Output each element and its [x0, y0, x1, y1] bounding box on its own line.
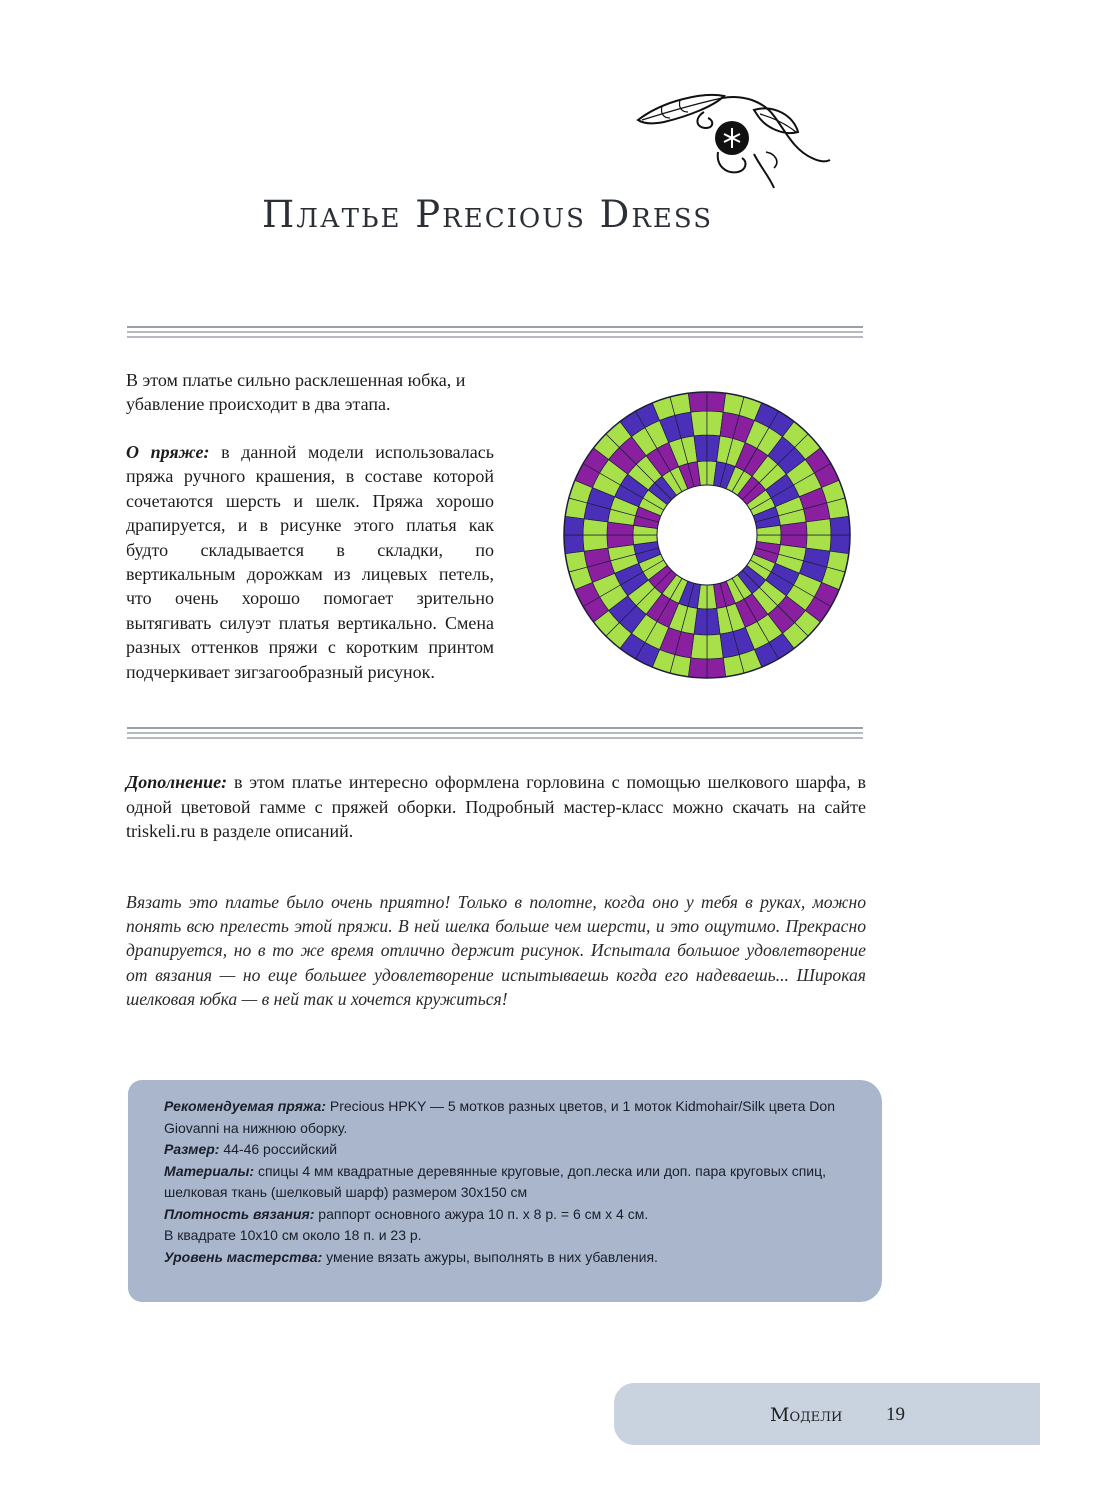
info-level-text: умение вязать ажуры, выполнять в них убавления.: [322, 1248, 658, 1265]
info-size-label: Размер:: [164, 1141, 220, 1157]
info-yarn: [164, 1096, 862, 1139]
addon-text: в этом платье интересно оформлена горловина с помощью шелкового шарфа, в одной цветовой гамме с пряжей оборки. Подробный мастер-класс можно скачать на сайте triskeli.ru в разделе описаний.: [126, 772, 866, 841]
info-gauge-text: раппорт основного ажура 10 п. х 8 р. = 6 см х 4 см.: [314, 1205, 649, 1222]
skirt-segment: [806, 519, 831, 535]
flower-ornament-icon: [634, 92, 834, 202]
skirt-segment: [707, 392, 726, 412]
skirt-segment: [691, 411, 707, 436]
info-box: [128, 1080, 882, 1302]
author-quote: Вязать это платье было очень приятно! Только в полотне, когда оно у тебя в руках, можно понять всю прелесть этой пряжи. В ней шелка больше чем шерсти, и это ощутимо. Прекрасно драпируется, но в то же время отлично держит рисунок. Испытала большое удовлетворение от вязания — но еще большее удовлетворение испытываешь когда его надеваешь... Широкая шелковая юбка — в ней так и хочется кружиться!: [126, 892, 866, 1009]
info-yarn-text: Precious HPKY — 5 мотков разных цветов, и 1 моток Kidmohair/Silk цвета Don Giovanni на нижнюю оборку.: [164, 1098, 835, 1136]
addon-paragraph: [126, 770, 866, 844]
info-materials-text: спицы 4 мм квадратные деревянные круговые, доп.леска или доп. пара круговых спиц, шелковая ткань (шелковый шарф) размером 30х150 см: [164, 1162, 827, 1200]
page-number: 19: [886, 1404, 905, 1425]
info-gauge-label: Плотность вязания:: [164, 1205, 315, 1222]
page-title: Платье Precious Dress: [262, 193, 714, 236]
yarn-label: О пряже:: [126, 442, 210, 462]
info-yarn-label: Рекомендуемая пряжа:: [164, 1098, 326, 1114]
skirt-segment: [564, 535, 584, 554]
info-size-text: 44-46 российский: [219, 1141, 338, 1157]
info-gauge-extra: В квадрате 10х10 см около 18 п. и 23 р.: [164, 1227, 422, 1243]
intro-paragraph: В этом платье сильно расклешенная юбка, и убавление происходит в два этапа.: [126, 370, 466, 414]
info-level: [164, 1247, 862, 1269]
top-divider: [127, 326, 863, 341]
info-materials-label: Материалы:: [164, 1162, 255, 1179]
skirt-waist-hole: [657, 485, 757, 585]
skirt-segment: [688, 658, 707, 678]
skirt-segment: [830, 516, 850, 535]
footer-section-label: Модели: [770, 1404, 843, 1426]
skirt-segment: [688, 392, 707, 412]
skirt-segment: [830, 535, 850, 554]
skirt-segment: [707, 634, 723, 659]
info-level-label: Уровень мастерства:: [164, 1248, 323, 1265]
info-materials: [164, 1161, 862, 1204]
addon-label: Дополнение:: [126, 772, 228, 792]
middle-divider: [127, 727, 863, 742]
info-size: [164, 1139, 862, 1161]
yarn-paragraph: [126, 440, 494, 684]
info-gauge: [164, 1204, 862, 1226]
skirt-pattern-diagram: [562, 390, 852, 680]
skirt-segment: [707, 658, 726, 678]
yarn-text: в данной модели использовалась пряжа ручного крашения, в составе которой сочетаются шерсть и шелк. Пряжа хорошо драпируется, и в рисунке этого платья как будто складывается в складки, по вертикальным дорожкам из лицевых петель, что очень хорошо помогает зрительно вытягивать силуэт платья вертикально. Смена разных оттенков пряжи с коротким принтом подчеркивает зигзагообразный рисунок.: [126, 442, 494, 682]
skirt-segment: [564, 516, 584, 535]
skirt-segment: [583, 535, 608, 551]
